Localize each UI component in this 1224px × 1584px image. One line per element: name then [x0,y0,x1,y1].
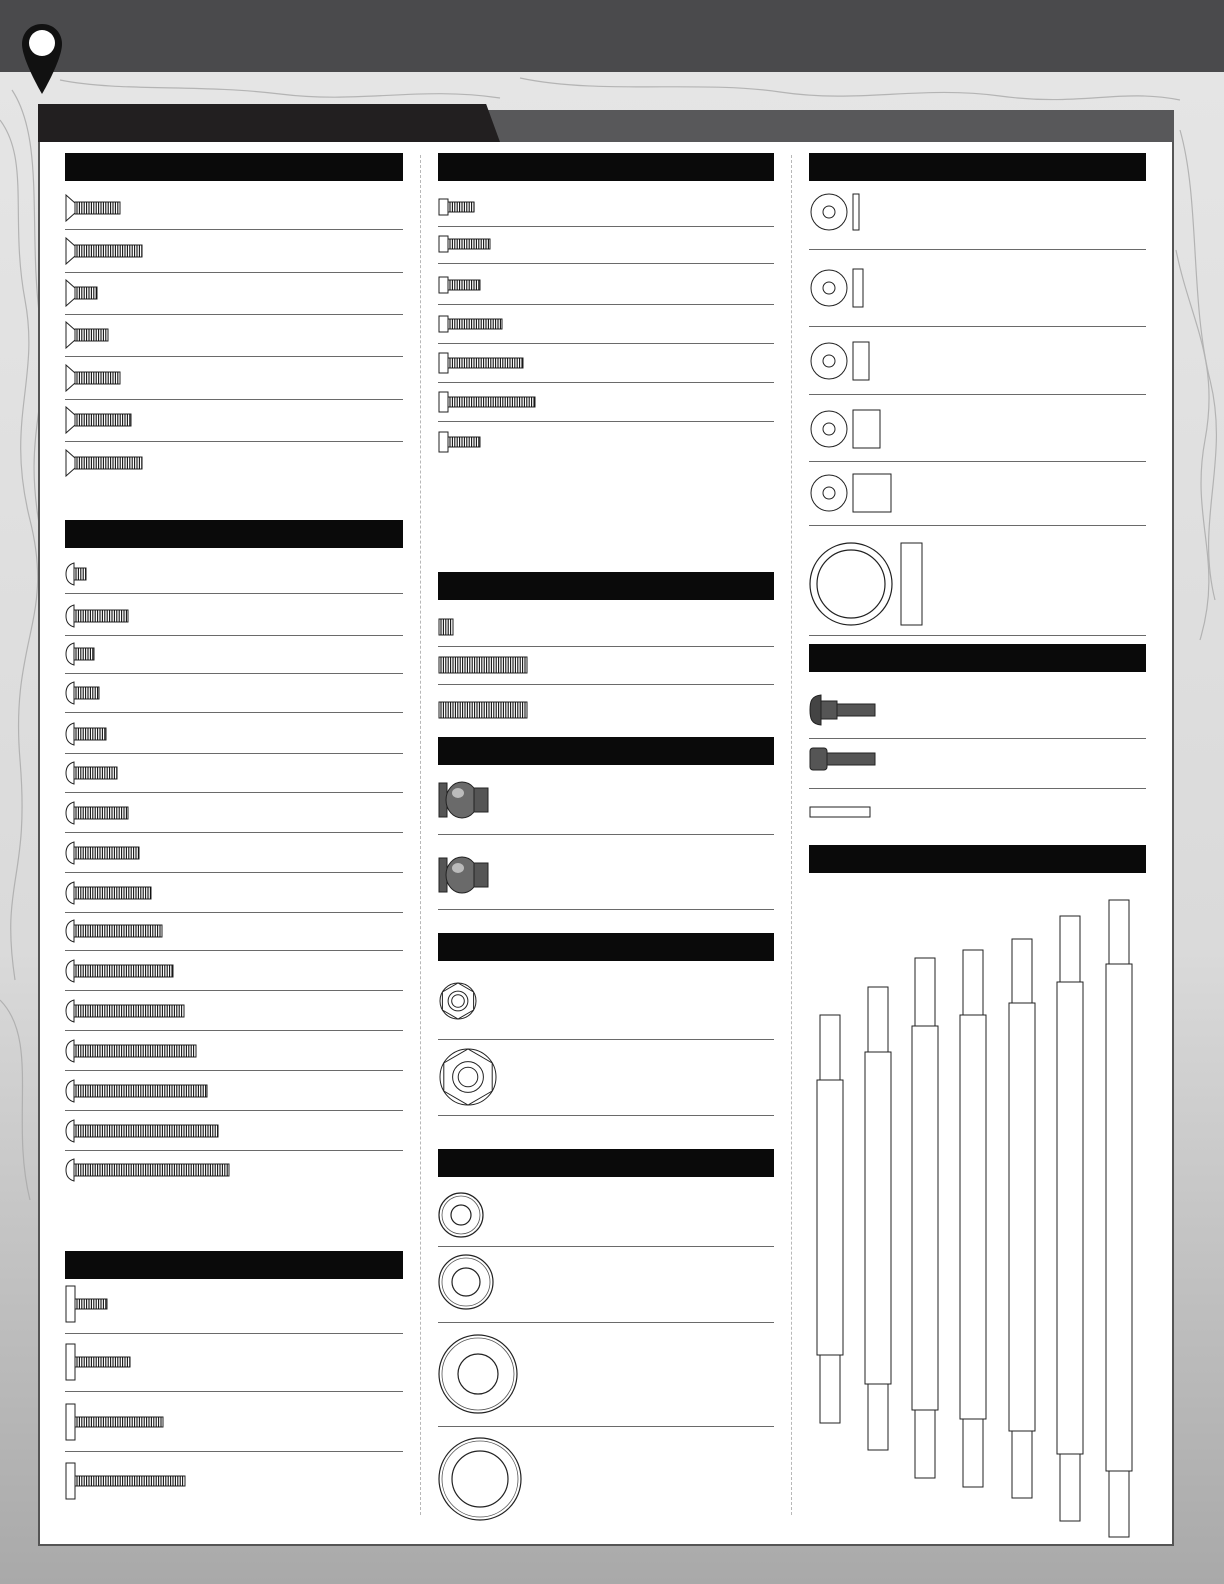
row-divider [438,684,774,685]
button-head-screw-icon [65,642,99,666]
link-rod-icon [1056,915,1086,1524]
button-head-screw-icon [65,604,133,628]
cap-head-screw-icon [438,276,484,296]
row-divider [65,712,403,713]
button-head-screw-icon [65,801,133,825]
lock-nut-icon [438,981,478,1021]
row-divider [438,909,774,910]
button-head-screw-icon [65,562,91,586]
cap-head-screw-icon [438,391,539,415]
flat-head-screw-icon [65,449,146,477]
row-divider [65,832,403,833]
map-pin-icon [18,22,66,98]
column-divider [791,155,792,1515]
row-divider [438,343,774,344]
set-screw-icon [438,617,456,637]
pin-icon [809,806,873,820]
row-divider [65,1030,403,1031]
row-divider [809,525,1146,526]
row-divider [809,635,1146,636]
section-header [809,153,1146,181]
pivot-ball-icon [438,855,490,895]
button-head-screw-icon [65,1039,201,1063]
button-head-screw-icon [65,959,178,983]
row-divider [809,738,1146,739]
row-divider [809,326,1146,327]
button-head-screw-icon [65,681,104,705]
button-head-screw-icon [65,999,189,1023]
row-divider [438,382,774,383]
spacer-icon [809,409,886,451]
row-divider [65,635,403,636]
flat-head-screw-icon [65,321,112,349]
row-divider [65,673,403,674]
row-divider [65,912,403,913]
section-header [438,153,774,181]
spacer-icon [809,268,869,310]
row-divider [65,872,403,873]
row-divider [65,593,403,594]
row-divider [809,394,1146,395]
cap-head-screw-icon [438,315,506,335]
row-divider [65,356,403,357]
section-header [65,153,403,181]
row-divider [438,263,774,264]
spacer-icon [809,341,875,383]
section-header [438,1149,774,1177]
button-head-screw-icon [65,1119,223,1143]
row-divider [438,1115,774,1116]
cap-head-screw-icon [438,235,494,255]
section-tab [38,104,500,142]
flat-head-screw-icon [65,194,124,222]
row-divider [65,1333,403,1334]
row-divider [809,461,1146,462]
row-divider [65,399,403,400]
row-divider [438,1039,774,1040]
row-divider [438,1322,774,1323]
washer-icon [437,1253,495,1311]
flat-head-screw-icon [65,406,135,434]
row-divider [65,792,403,793]
row-divider [65,1391,403,1392]
button-head-screw-icon [65,919,167,943]
section-header [438,572,774,600]
section-header [438,933,774,961]
section-header [809,644,1146,672]
row-divider [65,229,403,230]
row-divider [809,249,1146,250]
row-divider [438,646,774,647]
cap-head-screw-icon [438,431,484,455]
row-divider [65,990,403,991]
link-rod-icon [1008,938,1038,1501]
link-rod-icon [959,949,989,1490]
row-divider [65,1070,403,1071]
pivot-ball-icon [438,780,490,820]
row-divider [438,1426,774,1427]
set-screw-icon [438,655,530,675]
row-divider [65,1150,403,1151]
flat-head-screw-icon [65,237,146,265]
shoulder-screw-icon [809,747,879,771]
section-header [438,737,774,765]
flat-head-screw-icon [65,279,101,307]
cap-head-screw-icon [65,1403,167,1443]
row-divider [65,753,403,754]
row-divider [65,1451,403,1452]
cap-head-screw-icon [65,1285,111,1325]
column-divider [420,155,421,1515]
washer-icon [437,1333,519,1415]
top-bar [0,0,1224,72]
cap-head-screw-icon [65,1343,134,1383]
cap-head-screw-icon [65,1462,189,1502]
cap-head-screw-icon [438,198,478,218]
washer-icon [437,1191,485,1239]
row-divider [809,788,1146,789]
link-rod-icon [864,986,894,1453]
row-divider [438,834,774,835]
row-divider [65,441,403,442]
flat-head-screw-icon [65,364,124,392]
button-head-screw-icon [65,1079,212,1103]
row-divider [65,272,403,273]
cap-head-screw-icon [438,352,527,376]
row-divider [438,226,774,227]
button-head-screw-icon [65,841,144,865]
row-divider [65,950,403,951]
row-divider [65,1110,403,1111]
section-header [809,845,1146,873]
button-head-screw-icon [65,1158,234,1182]
button-head-screw-icon [65,722,111,746]
row-divider [65,314,403,315]
link-rod-icon [816,1014,846,1426]
lock-nut-icon [438,1047,498,1107]
spacer-icon [809,473,897,515]
link-rod-icon [1105,899,1135,1540]
button-head-screw-icon [65,761,122,785]
section-header [65,520,403,548]
spacer-icon [808,541,926,629]
row-divider [438,1246,774,1247]
row-divider [438,304,774,305]
set-screw-icon [438,700,530,720]
row-divider [438,421,774,422]
section-header [65,1251,403,1279]
button-head-screw-icon [65,881,156,905]
link-rod-icon [911,957,941,1481]
shoulder-screw-icon [809,694,879,726]
spacer-icon [809,192,865,232]
washer-icon [437,1436,523,1522]
